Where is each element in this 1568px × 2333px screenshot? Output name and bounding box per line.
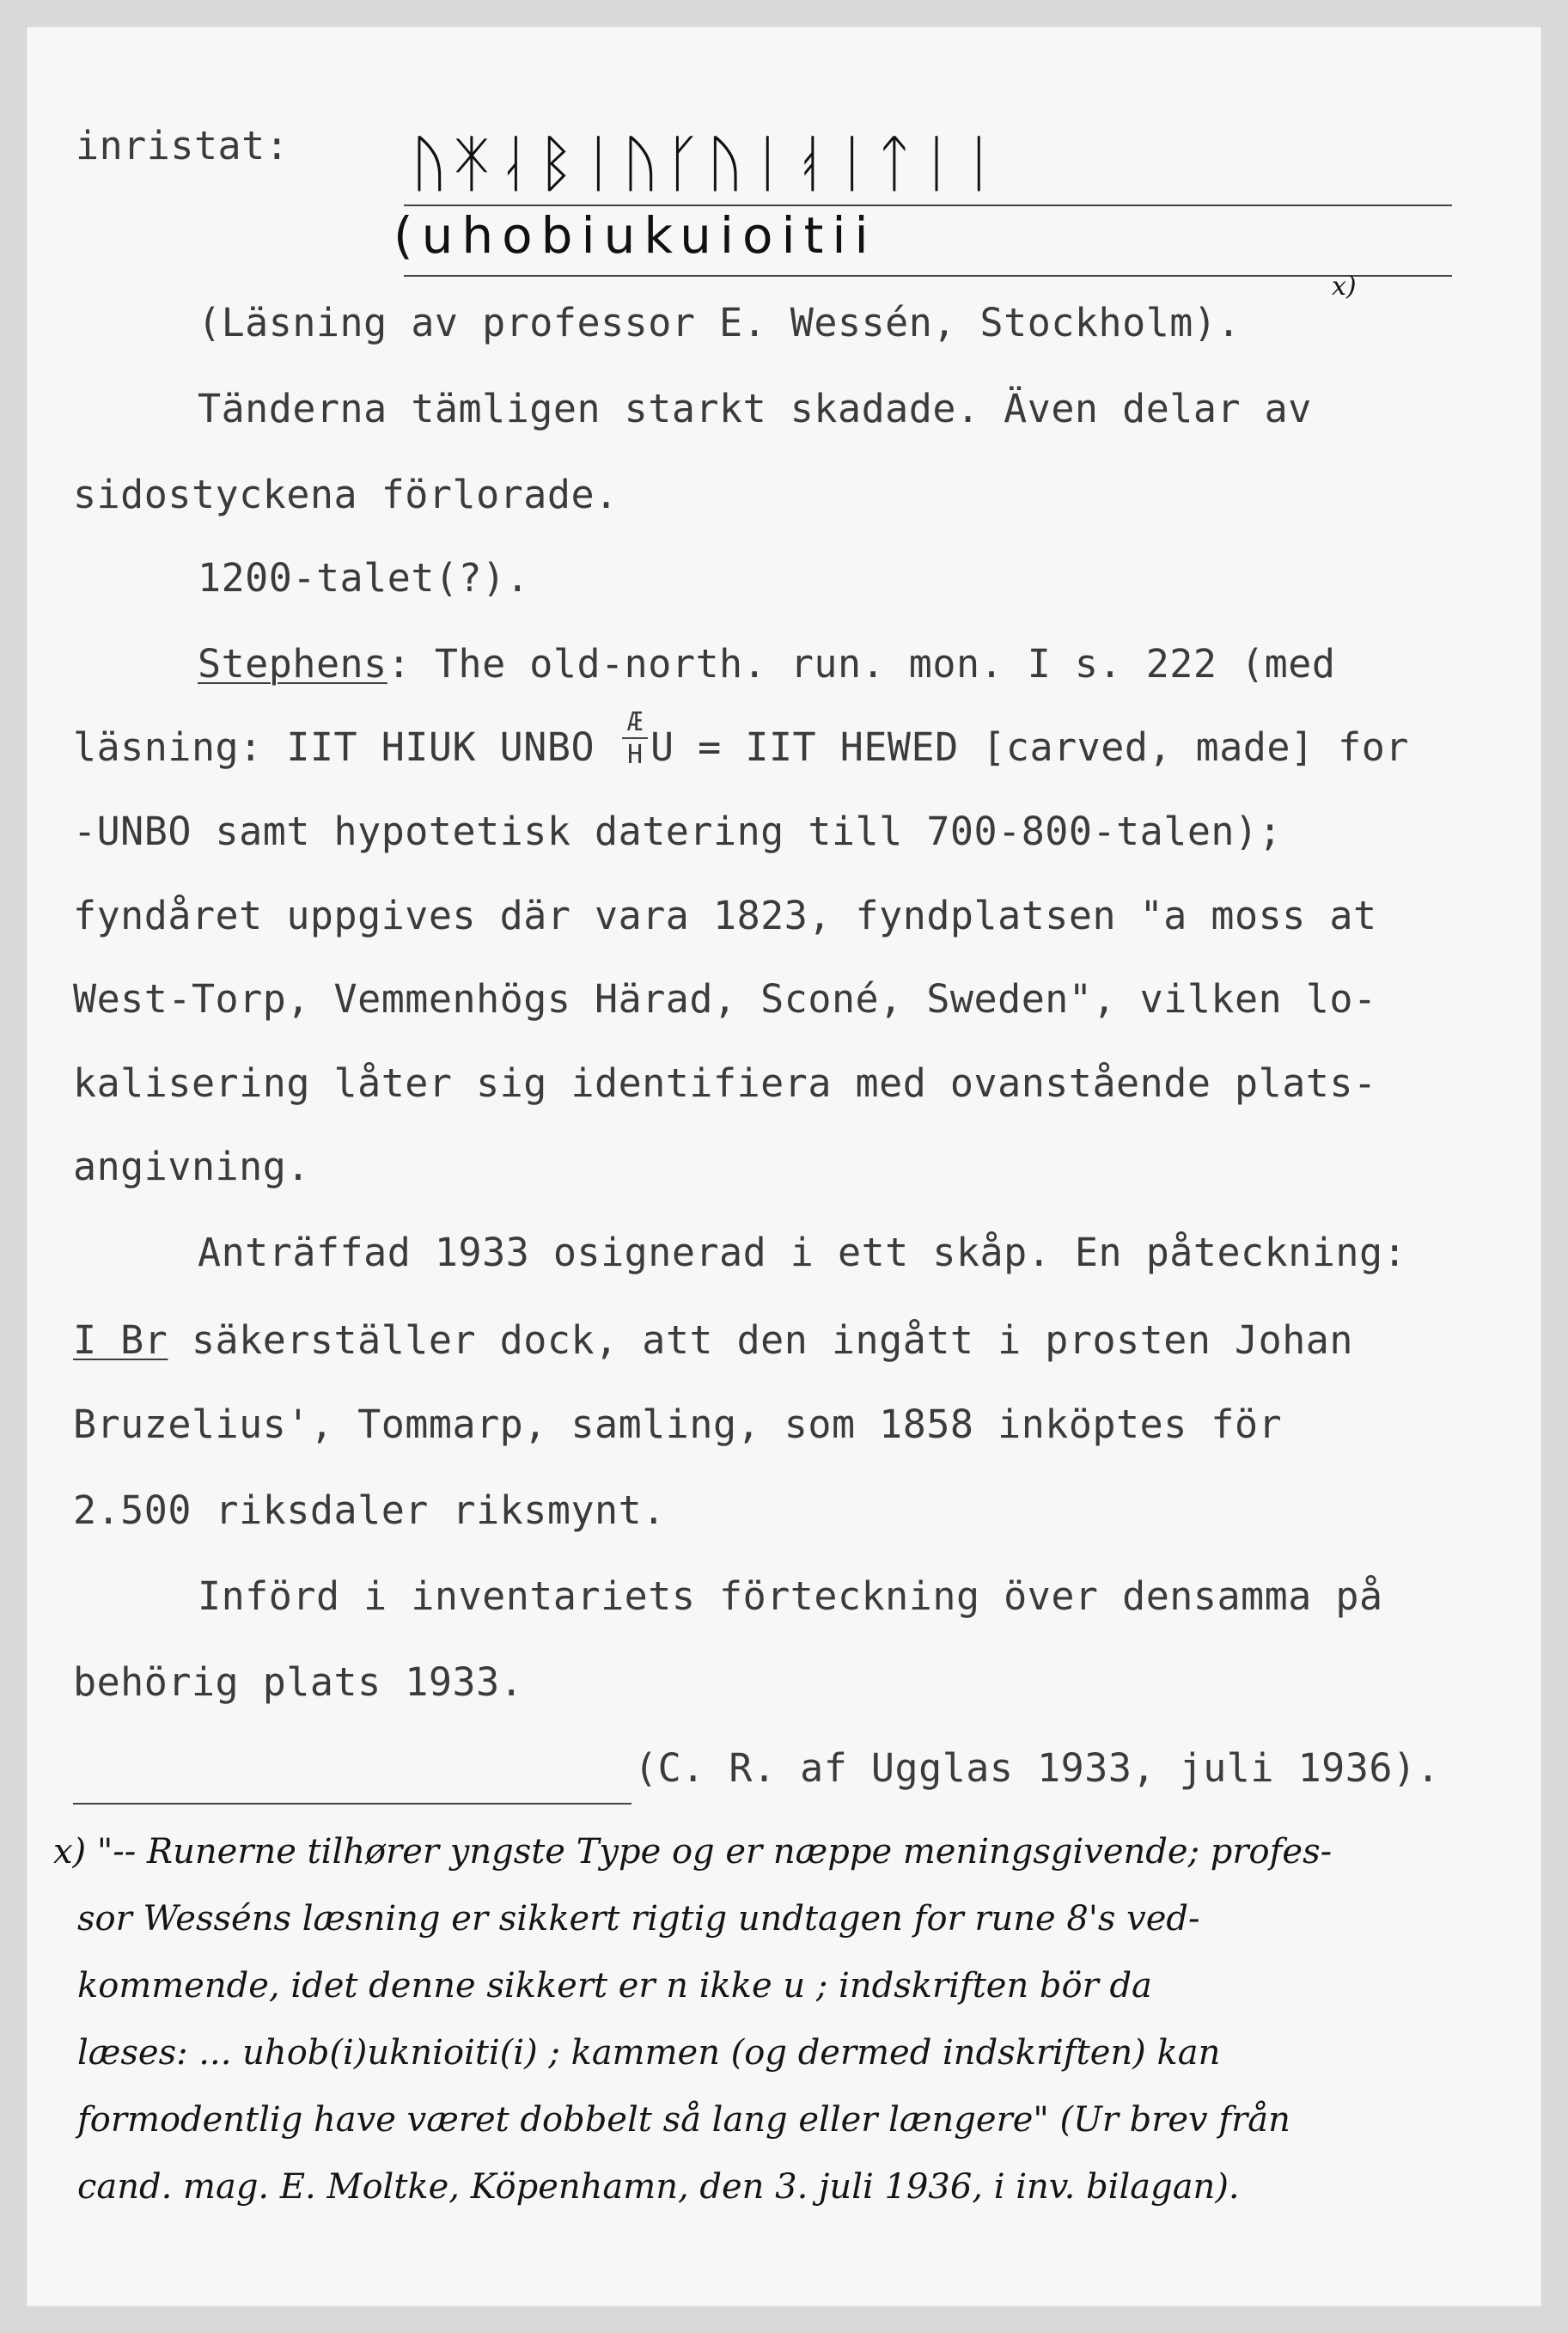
footnote-line-3: kommende, idet denne sikkert er n ikke u ; indskriften bör da [77,1966,1152,2006]
footnote-line-5: formodentlig have været dobbelt så lang eller længere" (Ur brev från [77,2100,1290,2140]
fraction-bottom: H [626,740,644,770]
body-line-7: -UNBO samt hypotetisk datering till 700-800-talen); [73,809,1283,854]
body-line-6b: U = IIT HEWED [carved, made] for [650,724,1409,770]
transliteration: (uhobiukuioitii [394,206,877,265]
body-line-15: 2.500 riksdaler riksmynt. [73,1487,666,1533]
transliteration-underline [404,275,1452,277]
label-inristat: inristat: [76,123,290,168]
body-line-5 [198,640,1335,688]
body-line-9: West-Torp, Vemmenhögs Härad, Sconé, Sweden", vilken lo- [73,976,1377,1022]
body-line-1: (Läsning av professor E. Wessén, Stockholm). [198,300,1242,345]
i-br-underlined: I Br [73,1317,168,1363]
signature: (C. R. af Ugglas 1933, juli 1936). [634,1745,1441,1791]
body-line-11: angivning. [73,1144,310,1189]
signature-rule [73,1803,631,1805]
stephens-underlined: Stephens [198,641,387,687]
fraction-bar [622,737,648,739]
footnote-line-2: sor Wesséns læsning er sikkert rigtig undtagen for rune 8's ved- [77,1899,1200,1939]
footnote-line-6: cand. mag. E. Moltke, Köpenhamn, den 3. juli 1936, i inv. bilagan). [77,2167,1240,2207]
footnote-line-1: x) "-- Runerne tilhører yngste Type og er næppe meningsgivende; profes- [53,1832,1333,1872]
body-line-13 [73,1316,1353,1365]
body-line-4: 1200-talet(?). [198,555,530,601]
body-line-5-rest: : The old-north. run. mon. I s. 222 (med [387,641,1336,687]
footnote-mark: x) [1332,272,1357,302]
body-line-2: Tänderna tämligen starkt skadade. Även delar av [198,386,1312,431]
fraction-top: Æ [626,707,644,737]
body-line-3: sidostyckena förlorade. [73,472,619,517]
runic-inscription: ᚢᛡᛆᛒᛁᚢᚴᚢᛁᚮᛁᛏᛁᛁ [411,127,1003,199]
body-line-14: Bruzelius', Tommarp, samling, som 1858 inköptes för [73,1402,1283,1447]
body-line-6a: läsning: IIT HIUK UNBO [73,724,595,770]
body-line-12: Anträffad 1933 osignerad i ett skåp. En påteckning: [198,1230,1407,1275]
body-line-13-rest: säkerställer dock, att den ingått i prosten Johan [168,1317,1353,1363]
body-line-17: behörig plats 1933. [73,1659,524,1705]
index-card [26,26,1542,2307]
footnote-line-4: læses: ... uhob(i)uknioiti(i) ; kammen (og dermed indskriften) kan [77,2033,1221,2073]
body-line-16: Införd i inventariets förteckning över densamma på [198,1573,1383,1619]
body-line-8: fyndåret uppgives där vara 1823, fyndplatsen "a moss at [73,893,1377,938]
body-line-10: kalisering låter sig identifiera med ovanstående plats- [73,1060,1377,1106]
